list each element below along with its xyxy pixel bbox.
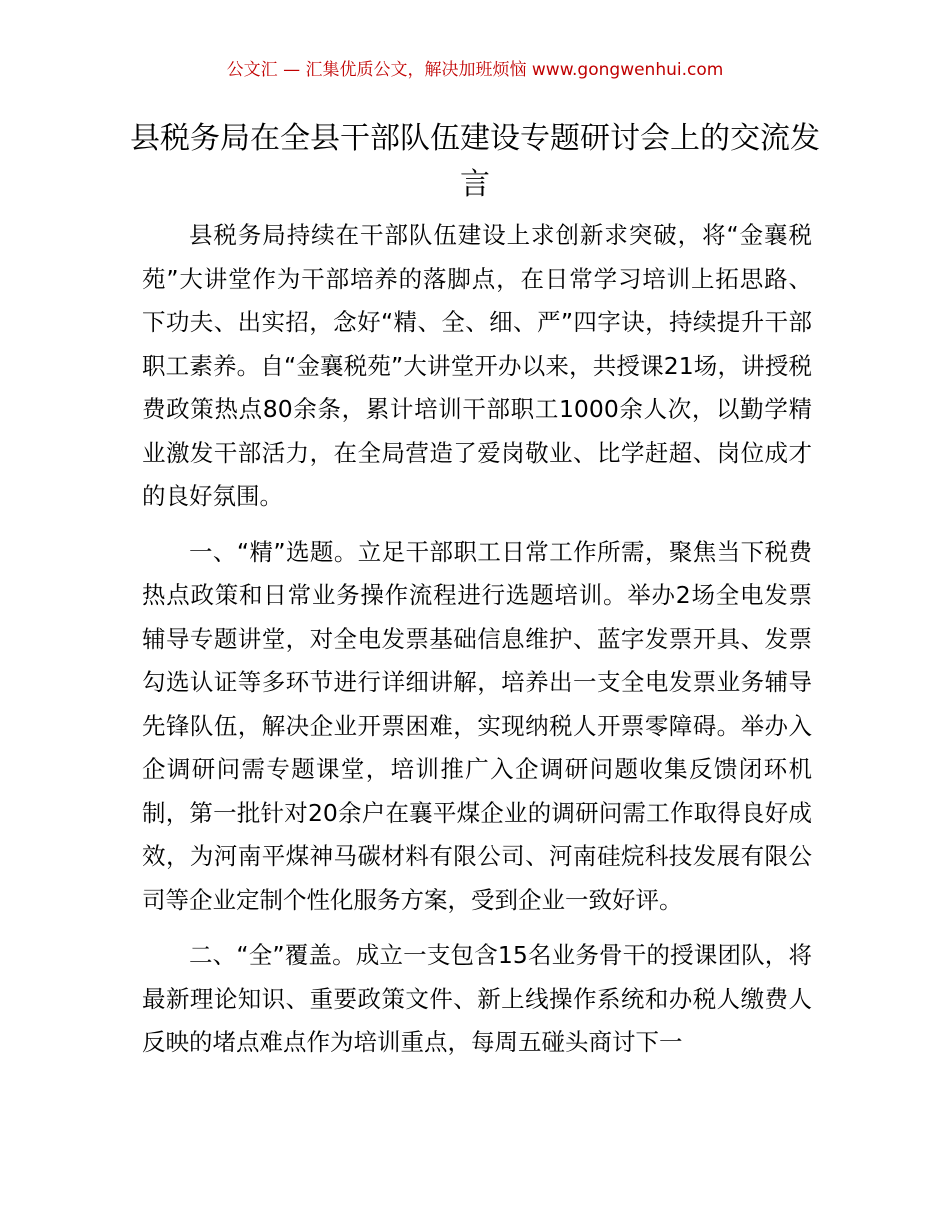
document-title: 县税务局在全县干部队伍建设专题研讨会上的交流发言: [130, 121, 820, 202]
paragraph-intro: 县税务局持续在干部队伍建设上求创新求突破，将“金襄税苑”大讲堂作为干部培养的落脚点，在日常学习培训上拓思路、下功夫、出实招，念好“精、全、细、严”四字诀，持续提升干部职工素养。自“金襄税苑”大讲堂开办以来，共授课21场，讲授税费政策热点80余条，累计培训干部职工1000余人次，以勤学精业激发干部活力，在全局营造了爱岗敬业、比学赶超、岗位成才的良好氛围。: [142, 221, 812, 510]
paragraph-section-1: 一、“精”选题。立足干部职工日常工作所需，聚焦当下税费热点政策和日常业务操作流程进行选题培训。举办2场全电发票辅导专题讲堂，对全电发票基础信息维护、蓝字发票开具、发票勾选认证等多环节进行详细讲解，培养出一支全电发票业务辅导先锋队伍，解决企业开票困难，实现纳税人开票零障碍。举办入企调研问需专题课堂，培训推广入企调研问题收集反馈闭环机制，第一批针对20余户在襄平煤企业的调研问需工作取得良好成效，为河南平煤神马碳材料有限公司、河南硅烷科技发展有限公司等企业定制个性化服务方案，受到企业一致好评。: [142, 537, 812, 914]
paragraph-section-2: 二、“全”覆盖。成立一支包含15名业务骨干的授课团队，将最新理论知识、重要政策文件、新上线操作系统和办税人缴费人反映的堵点难点作为培训重点，每周五碰头商讨下一: [142, 941, 812, 1056]
document-body: [142, 214, 812, 1077]
site-banner: 公文汇 — 汇集优质公文，解决加班烦恼 www.gongwenhui.com: [226, 60, 724, 80]
